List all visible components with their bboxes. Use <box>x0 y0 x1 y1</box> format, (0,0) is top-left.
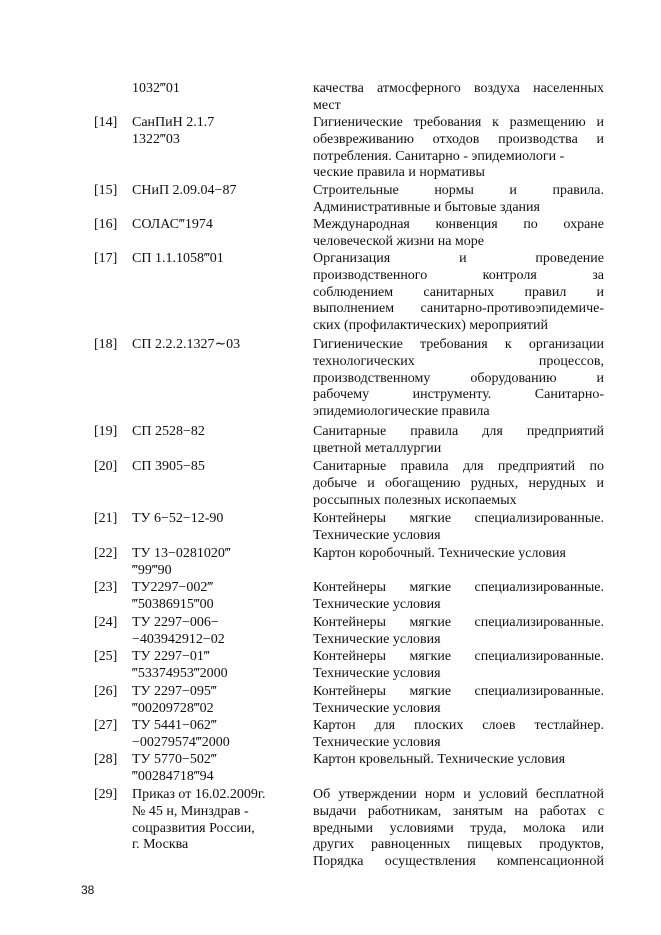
reference-description <box>313 251 604 335</box>
reference-code-line: ‴99‴90 <box>132 562 172 578</box>
reference-description-line: мест <box>313 97 341 113</box>
reference-description <box>313 511 604 545</box>
reference-code <box>132 217 297 234</box>
reference-number: [28] <box>94 752 118 767</box>
reference-description <box>313 580 604 614</box>
reference-code-line: 1032‴01 <box>132 81 180 96</box>
reference-number: [15] <box>94 183 118 198</box>
reference-description-line: Об утверждении норм и условий бесплатной <box>313 787 604 802</box>
reference-code-line: № 45 н, Минздрав - <box>132 803 249 819</box>
reference-description-line: соблюдением санитарных правил и <box>313 284 604 300</box>
reference-code-line: СП 2528−82 <box>132 424 205 439</box>
reference-code-line: ‴53374953‴2000 <box>132 665 228 681</box>
reference-code <box>132 459 297 476</box>
reference-description-line: Картон коробочный. Технические условия <box>313 546 566 561</box>
reference-description-line: Контейнеры мягкие специализированные. <box>313 615 604 630</box>
reference-code-line: ТУ 6−52−12-90 <box>132 511 224 526</box>
reference-description-line: Контейнеры мягкие специализированные. <box>313 511 604 526</box>
reference-code <box>132 787 297 854</box>
reference-number: [21] <box>94 511 118 526</box>
reference-code-line: ТУ 5770−502‴ <box>132 752 217 767</box>
reference-code <box>132 752 297 786</box>
reference-description-line: Международная конвенция по охране <box>313 217 604 232</box>
reference-description <box>313 615 604 649</box>
reference-description-line: Гигиенические требования к размещению и <box>313 115 604 130</box>
reference-number: [14] <box>94 115 118 130</box>
reference-description <box>313 424 604 458</box>
reference-code <box>132 424 297 441</box>
reference-description-line: качества атмосферного воздуха населенных <box>313 81 604 96</box>
reference-code <box>132 81 297 98</box>
reference-code-line: СП 3905−85 <box>132 459 205 474</box>
reference-description <box>313 718 604 752</box>
reference-code-line: 1322‴03 <box>132 131 180 147</box>
reference-description-line: Контейнеры мягкие специализированные. <box>313 684 604 699</box>
reference-description-line: производственному оборудованию и <box>313 370 604 386</box>
reference-number: [23] <box>94 580 118 595</box>
reference-description <box>313 459 604 509</box>
reference-code <box>132 546 297 580</box>
reference-code <box>132 649 297 683</box>
reference-description <box>313 649 604 683</box>
reference-code-line: СОЛАС‴1974 <box>132 217 213 232</box>
reference-code-line: ‴50386915‴00 <box>132 596 214 612</box>
reference-number: [18] <box>94 337 118 352</box>
reference-description <box>313 81 604 115</box>
reference-description-line: выполнением санитарно-противоэпидемиче- <box>313 301 604 317</box>
reference-description-line: производственного контроля за <box>313 267 604 283</box>
reference-description <box>313 684 604 718</box>
reference-description-line: Технические условия <box>313 527 441 543</box>
reference-code-line: ТУ 5441−062‴ <box>132 718 217 733</box>
reference-number: [25] <box>94 649 118 664</box>
reference-description-line: Контейнеры мягкие специализированные. <box>313 649 604 664</box>
reference-code-line: г. Москва <box>132 837 189 853</box>
reference-description-line: Картон кровельный. Технические условия <box>313 752 566 767</box>
reference-description-line: Организация и проведение <box>313 251 604 266</box>
reference-code-line: СП 1.1.1058‴01 <box>132 251 224 266</box>
reference-code-line: ‴00284718‴94 <box>132 768 214 784</box>
reference-code <box>132 684 297 718</box>
reference-code-line: ТУ 2297−095‴ <box>132 684 217 699</box>
reference-number: [19] <box>94 424 118 439</box>
reference-code-line: ТУ2297−002‴ <box>132 580 214 595</box>
reference-code <box>132 115 297 149</box>
reference-code-line: ‴00209728‴02 <box>132 700 214 716</box>
reference-number: [27] <box>94 718 118 733</box>
reference-description-line: обезвреживанию отходов производства и <box>313 131 604 147</box>
reference-description-line: Технические условия <box>313 734 441 750</box>
reference-number: [26] <box>94 684 118 699</box>
reference-description-line: ских (профилактических) мероприятий <box>313 318 549 334</box>
reference-code-line: Приказ от 16.02.2009г. <box>132 787 266 802</box>
reference-number: [24] <box>94 615 118 630</box>
reference-description-line: вредными условиями труда, молока или <box>313 820 604 836</box>
reference-number: [20] <box>94 459 118 474</box>
reference-code <box>132 511 297 528</box>
reference-description-line: Строительные нормы и правила. <box>313 183 604 198</box>
reference-code-line: −00279574‴2000 <box>132 734 230 750</box>
reference-description <box>313 183 604 217</box>
reference-number: [22] <box>94 546 118 561</box>
reference-description <box>313 337 604 421</box>
reference-code-line: СНиП 2.09.04−87 <box>132 183 237 198</box>
reference-code <box>132 718 297 752</box>
reference-description-line: Технические условия <box>313 631 441 647</box>
reference-description <box>313 787 604 871</box>
reference-description-line: россыпных полезных ископаемых <box>313 492 517 508</box>
reference-code-line: СП 2.2.2.1327∼03 <box>132 337 241 352</box>
reference-description-line: выдачи работникам, занятым на работах с <box>313 803 604 819</box>
reference-code-line: ТУ 2297−006− <box>132 615 219 630</box>
reference-code-line: СанПиН 2.1.7 <box>132 115 215 130</box>
page-number: 38 <box>81 883 95 897</box>
reference-description-line: других равноценных пищевых продуктов, <box>313 837 604 853</box>
reference-description-line: Технические условия <box>313 596 441 612</box>
reference-description-line: цветной металлургии <box>313 440 442 456</box>
reference-code-line: −403942912−02 <box>132 631 225 647</box>
reference-code <box>132 337 297 354</box>
reference-description-line: Порядка осуществления компенсационной <box>313 854 604 870</box>
reference-code <box>132 580 297 614</box>
reference-description-line: ческие правила и нормативы <box>313 165 485 181</box>
reference-code-line: ТУ 13−0281020‴ <box>132 546 231 561</box>
reference-description-line: потребления. Санитарно - эпидемиологи - <box>313 148 565 164</box>
reference-code <box>132 251 297 268</box>
reference-number: [16] <box>94 217 118 232</box>
reference-description-line: эпидемиологические правила <box>313 404 490 420</box>
reference-description <box>313 115 604 182</box>
reference-code-line: соцразвития России, <box>132 820 255 836</box>
reference-code <box>132 615 297 649</box>
reference-description-line: Административные и бытовые здания <box>313 199 540 215</box>
reference-number: [29] <box>94 787 118 802</box>
reference-description-line: технологических процессов, <box>313 353 604 369</box>
reference-description-line: Картон для плоских слоев тестлайнер. <box>313 718 604 733</box>
reference-description-line: человеческой жизни на море <box>313 233 484 249</box>
reference-code <box>132 183 297 200</box>
reference-description <box>313 752 604 769</box>
reference-description-line: Технические условия <box>313 665 441 681</box>
reference-description-line: Санитарные правила для предприятий по <box>313 459 604 474</box>
reference-description <box>313 217 604 251</box>
reference-code-line: ТУ 2297−01‴ <box>132 649 210 664</box>
reference-description-line: Гигиенические требования к организации <box>313 337 604 352</box>
reference-description-line: добыче и обогащению рудных, нерудных и <box>313 475 604 491</box>
reference-number: [17] <box>94 251 118 266</box>
reference-description-line: Технические условия <box>313 700 441 716</box>
reference-description-line: рабочему инструменту. Санитарно- <box>313 387 604 403</box>
reference-description-line: Санитарные правила для предприятий <box>313 424 604 439</box>
reference-description <box>313 546 604 563</box>
reference-description-line: Контейнеры мягкие специализированные. <box>313 580 604 595</box>
